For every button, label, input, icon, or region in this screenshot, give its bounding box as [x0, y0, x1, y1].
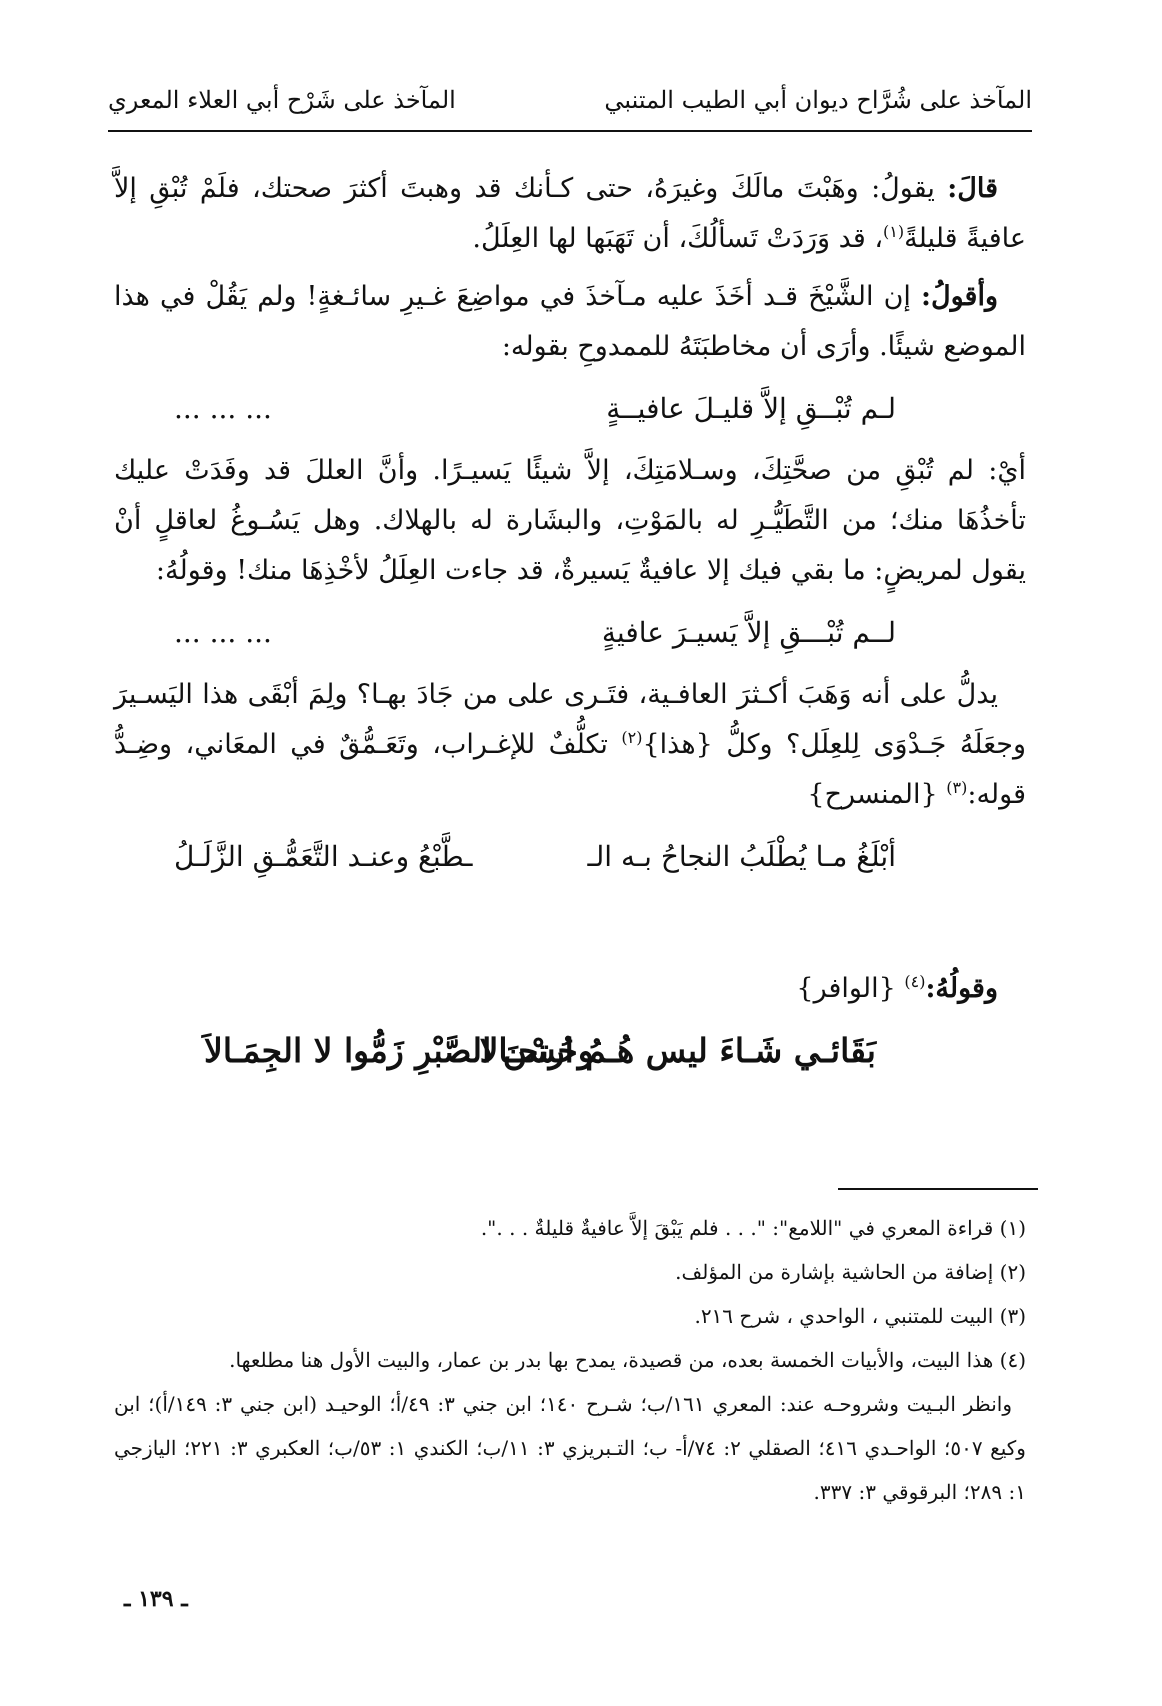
footnotes — [114, 1206, 1026, 1514]
paragraph-qala — [114, 164, 1026, 264]
paragraph-explanation — [114, 446, 1026, 596]
paragraph-text: إن الشَّيْخَ قـد أخَذَ عليه مـآخذَ في مواضِعَ غـيرِ سائـغةٍ! ولم يَقُلْ في هذا الموضع شيئًا. وأرَى أن مخاطبَتَهُ للممدوحِ بقوله: — [114, 281, 1026, 362]
footnote-ref: (٢) — [621, 728, 643, 747]
paragraph-commentary — [114, 670, 1026, 820]
main-text — [114, 164, 1026, 1092]
verse-second-hemistich: ... ... ... — [174, 616, 272, 649]
verse-second-hemistich: وحُسْنَ الصَّبْرِ زَمُّوا لا الجِمَـالاَ — [204, 1031, 594, 1070]
paragraph-text: تكلُّفٌ للإغـراب، وتَعَـمُّقٌ في المعَاني، وضِـدُّ قوله: — [114, 729, 1026, 810]
paragraph-label: وأقولُ: — [921, 281, 998, 312]
verse-first-hemistich: لـم تُبْــقِ إلاَّ قليـلَ عافيــةٍ — [606, 392, 896, 425]
footnote-divider — [838, 1188, 1038, 1190]
verse-first-hemistich: بَقَائـي شَـاءَ ليس هُـمُ ارتحـالا — [479, 1031, 876, 1070]
verse-first-hemistich: لــم تُبْـــقِ إلاَّ يَسيـرَ عافيةٍ — [601, 616, 896, 649]
footnote-ref: (٤) — [904, 972, 926, 991]
spacer — [114, 894, 1026, 964]
page-number: ـ ١٣٩ ـ — [124, 1586, 188, 1612]
footnote-1: (١) قراءة المعري في "اللامع": ". . . فلم يَبْقَ إلاَّ عافيةٌ قليلةٌ . . .". — [480, 1216, 1026, 1240]
verse-first-hemistich: أبْلَغُ مـا يُطْلَبُ النجاحُ بـه الـ — [587, 840, 896, 873]
footnote-4-references: وانظر البـيت وشروحـه عند: المعري ١٦١/ب؛ شـرح ١٤٠؛ ابن جني ٣: ٤٩/أ؛ الوحيـد (ابن جني ٣: ١٤٩/أ)؛ ابن وكيع ٥٠٧؛ الواحـدي ٤١٦؛ الصقلي ٢: ٧٤/أ- ب؛ التـبريزي ٣: ١١/ب؛ الكندي ١: ٥٣/ب؛ العكبري ٣: ٢٢١؛ اليازجي ١: ٢٨٩؛ البرقوقي ٣: ٣٣٧. — [114, 1392, 1026, 1504]
paragraph-text: يدلُّ على أنه وَهَبَ أكـثرَ العافـية، فتَـرى على من جَادَ بهـا؟ ولِمَ أبْقَى هذا اليَسـيرَ وجعَلَهُ جَـدْوَى لِلعِلَل؟ وكلُّ {هذا} — [114, 679, 1026, 760]
footnote-2: (٢) إضافة من الحاشية بإشارة من المؤلف. — [675, 1260, 1026, 1284]
header-chapter-title: المآخذ على شَرْح أبي العلاء المعري — [108, 86, 456, 114]
paragraph-text: ، قد وَرَدَتْ تَسألُكَ، أن تَهَبَها لها العِلَلُ. — [472, 223, 884, 254]
verse-second-hemistich: ـطَّبْعُ وعنـد التَّعَمُّـقِ الزَّلَـلُ — [174, 840, 473, 873]
meter-name: {الوافر} — [796, 973, 905, 1004]
paragraph-label: وقولُهُ: — [925, 973, 998, 1004]
running-header — [108, 86, 1032, 132]
footnote-4: (٤) هذا البيت، والأبيات الخمسة بعده، من قصيدة، يمدح بها بدر بن عمار، والبيت الأول هنا مطلعها. — [229, 1348, 1026, 1372]
meter-name: {المنسرح} — [807, 779, 947, 810]
paragraph-aqulu — [114, 272, 1026, 372]
header-book-title: المآخذ على شُرَّاح ديوان أبي الطيب المتنبي — [604, 86, 1032, 114]
footnote-3: (٣) البيت للمتنبي ، الواحدي ، شرح ٢١٦. — [694, 1304, 1026, 1328]
verse-line — [114, 1022, 1026, 1086]
paragraph-text: أيْ: لم تُبْقِ من صحَّتِكَ، وسـلامَتِكَ، إلاَّ شيئًا يَسيـرًا. وأنَّ العللَ قد وفَدَتْ عليك تأخذُهَا منك؛ من التَّطَيُّـرِ له بالمَوْتِ، والبشَارة له بالهلاك. وهل يَسُـوغُ لعاقلٍ أنْ يقول لمريضٍ: ما بقي فيك إلا عافيةٌ يَسيرةٌ، قد جاءت العِلَلُ لأخْذِهَا منك! وقولُهُ: — [114, 455, 1026, 586]
paragraph-qawluhu — [114, 964, 1026, 1014]
verse-line — [114, 828, 1026, 888]
paragraph-label: قالَ: — [947, 173, 998, 204]
footnote-ref: (١) — [883, 222, 905, 241]
paragraph-text: يقولُ: وهَبْتَ مالَكَ وغيرَهُ، حتى كـأنك قد وهبتَ أكثرَ صحتك، فلَمْ تُبْقِ إلاَّ عافيةً قليلةً — [114, 173, 1026, 254]
verse-line — [114, 380, 1026, 440]
footnote-ref: (٣) — [946, 778, 968, 797]
verse-line — [114, 604, 1026, 664]
verse-second-hemistich: ... ... ... — [174, 392, 272, 425]
